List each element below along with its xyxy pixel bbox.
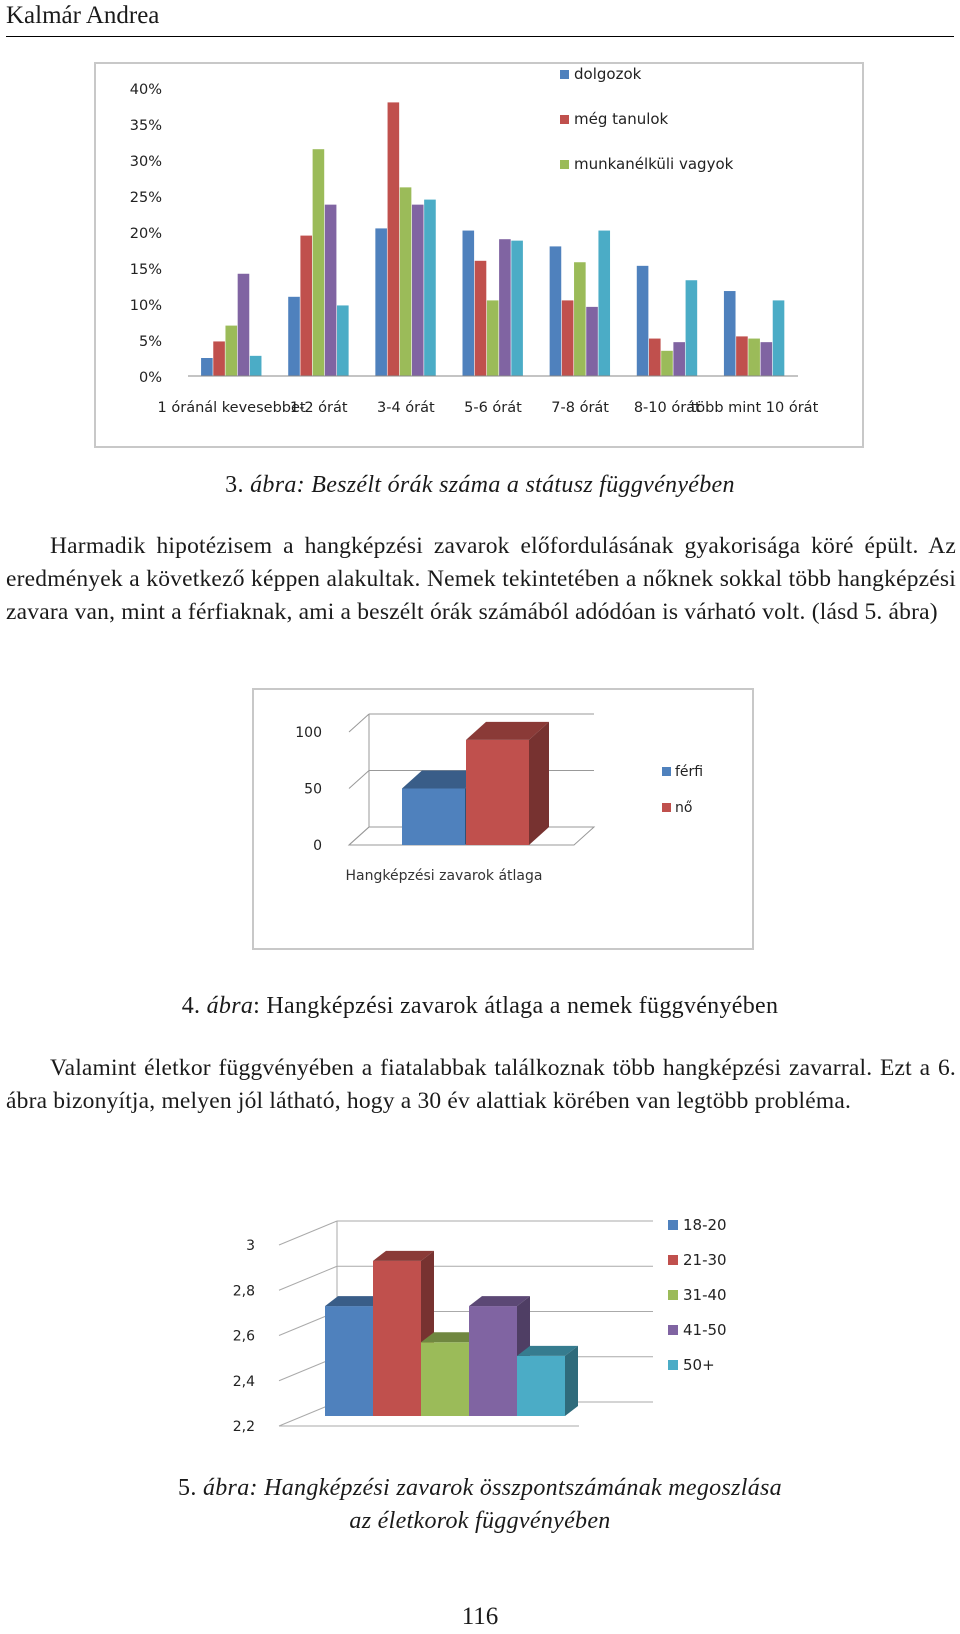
y-tick-label: 0% (138, 370, 162, 386)
bar (388, 102, 400, 376)
legend-label: nő (675, 800, 693, 816)
author-name: Kalmár Andrea (6, 2, 160, 29)
x-tick-label: 8-10 órát (633, 400, 701, 416)
y-tick-label: 5% (138, 334, 162, 350)
bar (499, 239, 511, 376)
x-tick-label: 3-4 órát (377, 400, 435, 416)
x-axis-label: Hangképzési zavarok átlaga (345, 868, 543, 884)
gridline-depth (349, 771, 369, 789)
bar (487, 300, 499, 376)
legend-swatch (560, 70, 569, 79)
legend-swatch (668, 1290, 678, 1300)
bar (511, 241, 523, 376)
legend-swatch (668, 1220, 678, 1230)
bar (686, 280, 698, 376)
gridline-depth (279, 1221, 337, 1245)
bar-side (529, 722, 549, 845)
y-tick-label: 100 (295, 725, 322, 741)
running-header (6, 0, 954, 37)
x-tick-label: 7-8 órát (551, 400, 609, 416)
bar (250, 356, 262, 376)
bar (761, 342, 773, 376)
bar (574, 262, 586, 376)
legend-label: 41-50 (683, 1321, 727, 1339)
figure4-chart (254, 690, 752, 948)
figure5-caption: 5. ábra: Hangképzési zavarok összpontszámának megoszlása (178, 1475, 782, 1501)
bar (424, 200, 436, 376)
page-number: 116 (461, 1603, 499, 1630)
y-tick-label: 35% (129, 118, 162, 134)
figure5-caption-line2: az életkorok függvényében (349, 1508, 611, 1534)
bar-front (402, 789, 465, 846)
bar (649, 339, 661, 376)
bar (238, 274, 250, 376)
y-tick-label: 2,6 (232, 1328, 255, 1345)
bar (773, 300, 785, 376)
y-tick-label: 2,8 (232, 1283, 255, 1300)
bar-front (517, 1356, 565, 1416)
paragraph-2: Valamint életkor függvényében a fiatalabbak találkoznak több hangképzési zavarral. Ezt a 6. ábra bizonyítja, melyen jól látható, hogy a 30 év alattiak körében van legtöbb probléma. (6, 1055, 956, 1114)
figure3-chart (96, 64, 862, 446)
bar (724, 291, 736, 376)
figure4-caption: 4. ábra: Hangképzési zavarok átlaga a nemek függvényében (181, 993, 779, 1019)
y-tick-label: 2,2 (232, 1419, 255, 1435)
y-tick-label: 10% (129, 298, 162, 314)
bar (673, 342, 685, 376)
bar (586, 307, 598, 376)
bar (225, 326, 237, 376)
y-tick-label: 40% (129, 82, 162, 98)
bar (550, 246, 562, 376)
legend-label: férfi (675, 764, 704, 780)
bar-front (421, 1342, 469, 1416)
bar (598, 231, 610, 376)
bar (313, 149, 325, 376)
x-tick-label: 1-2 órát (289, 400, 348, 416)
bar-side (565, 1346, 578, 1416)
bar (288, 297, 300, 376)
y-tick-label: 0 (313, 838, 322, 854)
bar (562, 300, 574, 376)
x-tick-label: több mint 10 órát (690, 400, 819, 416)
legend-label: 31-40 (683, 1286, 727, 1304)
gridline-depth (349, 827, 369, 845)
bar-front (373, 1261, 421, 1416)
y-tick-label: 30% (129, 154, 162, 170)
legend-label: munkanélküli vagyok (574, 155, 734, 173)
bar-front (469, 1306, 517, 1416)
bar (736, 336, 748, 376)
figure4-chart-frame (252, 688, 754, 950)
y-tick-label: 2,4 (232, 1373, 255, 1390)
bar (300, 236, 312, 376)
bar (412, 205, 424, 376)
legend-label: 18-20 (683, 1216, 727, 1234)
legend-swatch (668, 1255, 678, 1265)
legend-swatch (560, 160, 569, 169)
bar-front (325, 1306, 373, 1416)
y-tick-label: 20% (129, 226, 162, 242)
figure3-chart-frame (94, 62, 864, 448)
legend-label: dolgozok (574, 65, 642, 83)
bar (201, 358, 213, 376)
bar (375, 228, 387, 376)
legend-label: 50+ (683, 1356, 715, 1374)
paragraph-1: Harmadik hipotézisem a hangképzési zavarok előfordulásának gyakorisága köré épült. Az eredmények a következő képpen alakultak. Nemek tekintetében a nőknek sokkal több hangképzési zavara van, mint a férfiaknak, ami a beszélt órák számából adódóan is várható volt. (lásd 5. ábra) (6, 533, 956, 625)
legend-swatch (662, 803, 671, 812)
y-tick-label: 50 (304, 781, 322, 798)
figure5-chart (225, 1205, 785, 1465)
bar (400, 187, 412, 376)
bar (463, 231, 475, 376)
bar-front (466, 740, 529, 845)
x-tick-label: 5-6 órát (464, 400, 522, 416)
figure3-caption: 3. ábra: Beszélt órák száma a státusz függvényében (225, 472, 735, 498)
legend-swatch (560, 115, 569, 124)
legend-swatch (668, 1360, 678, 1370)
y-tick-label: 15% (129, 262, 162, 278)
x-tick-label: 1 óránál kevesebbet (157, 400, 306, 416)
bar (337, 305, 349, 376)
bar (748, 339, 760, 376)
gridline-depth (349, 714, 369, 732)
legend-label: 21-30 (683, 1251, 727, 1269)
legend-swatch (668, 1325, 678, 1335)
bar (637, 266, 649, 376)
bar (475, 261, 487, 376)
y-tick-label: 25% (129, 190, 162, 206)
y-tick-label: 3 (246, 1238, 255, 1254)
bar (325, 205, 337, 376)
bar (661, 351, 673, 376)
legend-label: még tanulok (574, 110, 669, 128)
gridline-depth (279, 1266, 337, 1290)
bar (213, 341, 225, 376)
legend-swatch (662, 767, 671, 776)
